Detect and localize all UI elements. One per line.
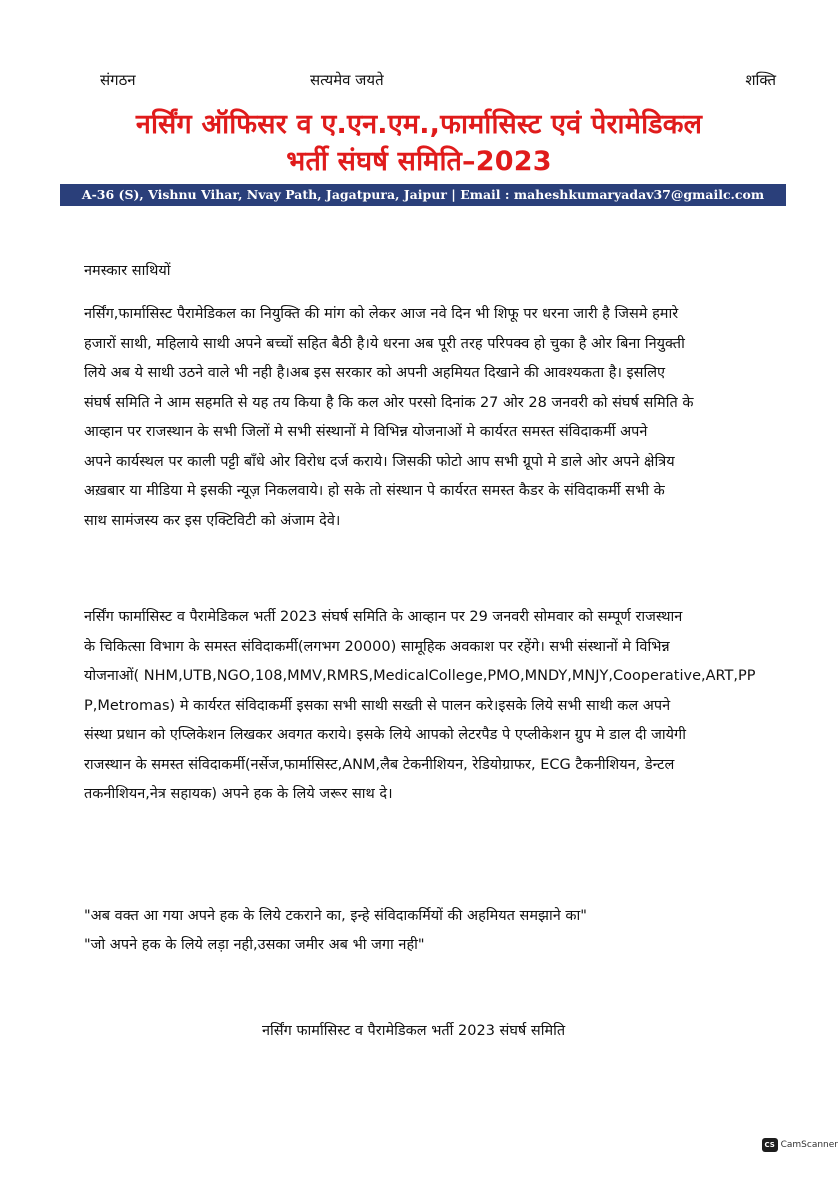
paragraph-2-line: नर्सिंग फार्मासिस्ट व पैरामेडिकल भर्ती 2023 संघर्ष समिति के आव्हान पर 29 जनवरी सोमवार को सम्पूर्ण राजस्थान <box>84 609 683 625</box>
camscanner-watermark <box>762 1138 838 1152</box>
paragraph-1-line: अख़बार या मीडिया मे इसकी न्यूज़ निकलवाये। हो सके तो संस्थान पे कार्यरत समस्त कैडर के संविदाकर्मी सभी के <box>84 483 665 499</box>
organization-title <box>40 106 798 180</box>
paragraph-1-line: लिये अब ये साथी उठने वाले भी नही है।अब इस सरकार को अपनी अहमियत दिखाने की आवश्यकता है। इसलिए <box>84 365 666 381</box>
paragraph-2-line: संस्था प्रधान को एप्लिकेशन लिखकर अवगत कराये। इसके लिये आपको लेटरपैड पे एप्लीकेशन ग्रुप मे डाल दी जायेगी <box>84 727 686 743</box>
motto-center: सत्यमेव जयते <box>310 71 384 89</box>
camscanner-logo-icon: CS <box>762 1138 778 1152</box>
paragraph-2 <box>84 603 786 810</box>
camscanner-label: CamScanner <box>780 1140 838 1150</box>
paragraph-1-line: साथ सामंजस्य कर इस एक्टिविटी को अंजाम देवे। <box>84 512 341 529</box>
organization-title-line-2: भर्ती संघर्ष समिति–2023 <box>286 146 552 177</box>
address-bar: A-36 (S), Vishnu Vihar, Nvay Path, Jagatpura, Jaipur | Email : maheshkumaryadav37@gmailc.com <box>60 184 786 206</box>
paragraph-2-line: योजनाओं( NHM,UTB,NGO,108,MMV,RMRS,MedicalCollege,PMO,MNDY,MNJY,Cooperative,ART,PP <box>84 668 756 684</box>
signature: नर्सिंग फार्मासिस्ट व पैरामेडिकल भर्ती 2023 संघर्ष समिति <box>262 1023 566 1039</box>
slogan-1: "अब वक्त आ गया अपने हक के लिये टकराने का, इन्हे संविदाकर्मियों की अहमियत समझाने का" <box>84 908 587 924</box>
paragraph-1-line: नर्सिंग,फार्मासिस्ट पैरामेडिकल का नियुक्ति की मांग को लेकर आज नवे दिन भी शिफू पर धरना जारी है जिसमे हमारे <box>84 306 679 322</box>
motto-right: शक्ति <box>745 71 776 89</box>
paragraph-1 <box>84 300 786 536</box>
paragraph-1-line: आव्हान पर राजस्थान के सभी जिलों मे सभी संस्थानों मे विभिन्न योजनाओं मे कार्यरत समस्त संविदाकर्मी अपने <box>84 424 648 440</box>
paragraph-2-line: P,Metromas) मे कार्यरत संविदाकर्मी इसका सभी साथी सख्ती से पालन करे।इसके लिये सभी साथी कल अपने <box>84 697 671 714</box>
letterhead-top-row <box>0 70 838 98</box>
slogans <box>84 902 786 960</box>
greeting: नमस्कार साथियों <box>84 263 171 279</box>
paragraph-1-line: अपने कार्यस्थल पर काली पट्टी बाँधे ओर विरोध दर्ज कराये। जिसकी फोटो आप सभी ग्रूपो मे डाले ओर अपने क्षेत्रिय <box>84 453 675 470</box>
paragraph-2-line: के चिकित्सा विभाग के समस्त संविदाकर्मी(लगभग 20000) सामूहिक अवकाश पर रहेंगे। सभी संस्थानों मे विभिन्न <box>84 638 670 655</box>
paragraph-2-line: तकनीशियन,नेत्र सहायक) अपने हक के लिये जरूर साथ दे। <box>84 786 393 802</box>
slogan-2: "जो अपने हक के लिये लड़ा नही,उसका जमीर अब भी जगा नही" <box>84 937 425 953</box>
organization-title-line-1: नर्सिंग ऑफिसर व ए.एन.एम.,फार्मासिस्ट एवं पेरामेडिकल <box>135 109 703 140</box>
paragraph-2-line: राजस्थान के समस्त संविदाकर्मी(नर्सेज,फार्मासिस्ट,ANM,लैब टेकनीशियन, रेडियोग्राफर, ECG टैकनीशियन, डेन्टल <box>84 756 675 773</box>
paragraph-1-line: हजारों साथी, महिलाये साथी अपने बच्चों सहित बैठी है।ये धरना अब पूरी तरह परिपक्व हो चुका है ओर बिना नियुक्ती <box>84 335 685 352</box>
motto-left: संगठन <box>100 71 136 89</box>
paragraph-1-line: संघर्ष समिति ने आम सहमति से यह तय किया है कि कल ओर परसो दिनांक 27 ओर 28 जनवरी को संघर्ष समिति के <box>84 394 694 411</box>
